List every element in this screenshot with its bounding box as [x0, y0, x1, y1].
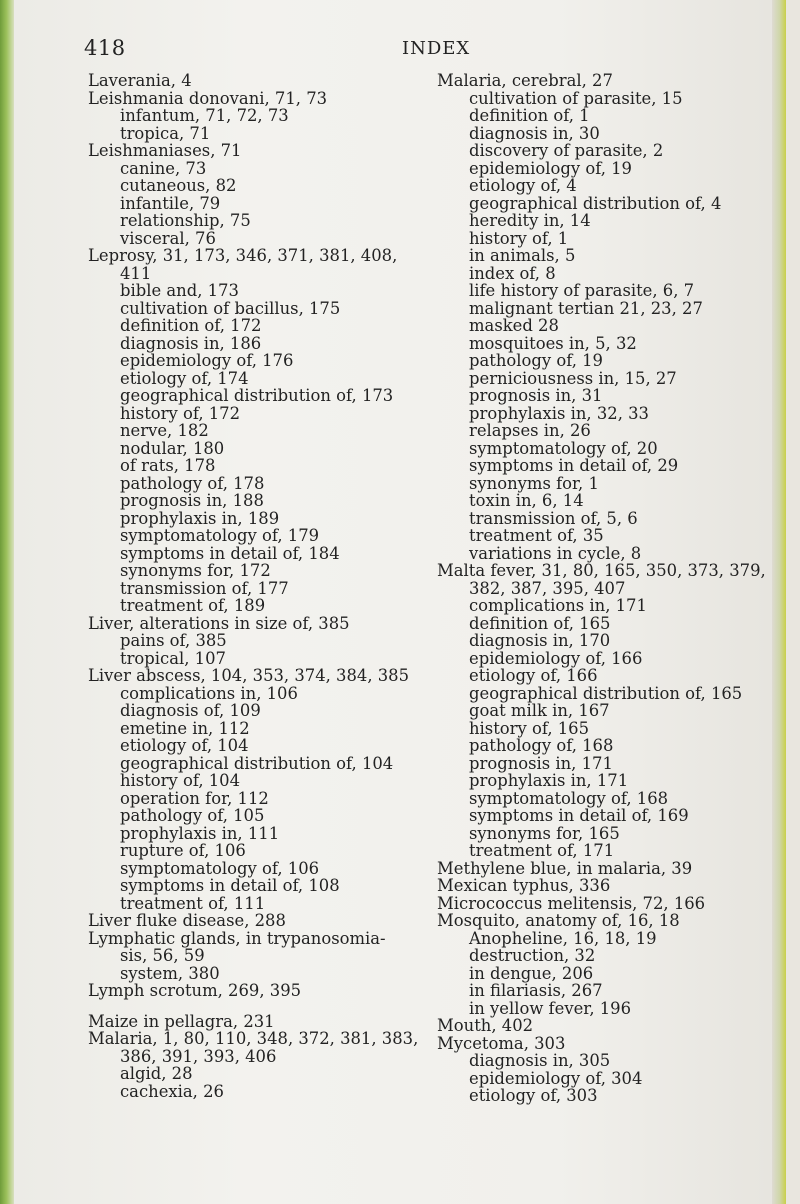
index-subentry: cultivation of parasite, 15 [469, 88, 683, 108]
index-heading-entry: Mouth, 402 [437, 1016, 534, 1035]
index-subentry: etiology of, 174 [120, 368, 249, 388]
index-subentry: transmission of, 177 [120, 578, 289, 598]
index-subentry: symptomatology of, 179 [120, 526, 320, 545]
index-heading-entry: Liver, alterations in size of, 385 [88, 613, 350, 633]
index-heading-entry: Maize in pellagra, 231 [88, 1011, 275, 1031]
index-subentry: complications in, 106 [120, 683, 298, 703]
index-subentry: pathology of, 105 [120, 806, 265, 825]
index-entry-continuation: sis, 56, 59 [120, 946, 205, 965]
index-heading-entry: Mexican typhus, 336 [437, 876, 611, 895]
index-subentry: diagnosis in, 186 [120, 333, 262, 353]
index-subentry: relationship, 75 [120, 211, 251, 230]
index-subentry: history of, 172 [120, 403, 241, 423]
index-subentry: goat milk in, 167 [469, 701, 610, 720]
index-subentry: complications in, 171 [469, 596, 647, 615]
index-subentry: etiology of, 4 [469, 176, 577, 195]
page-header [84, 36, 760, 66]
index-subentry: discovery of parasite, 2 [469, 141, 664, 160]
index-subentry: synonyms for, 172 [120, 561, 271, 580]
index-subentry: definition of, 165 [469, 613, 611, 633]
index-subentry: masked 28 [469, 316, 559, 335]
index-subentry: geographical distribution of, 173 [120, 386, 394, 405]
index-subentry: prophylaxis in, 171 [469, 771, 629, 790]
index-subentry: pathology of, 168 [469, 736, 614, 755]
index-heading-entry: Malaria, 1, 80, 110, 348, 372, 381, 383, [88, 1029, 419, 1048]
index-subentry: treatment of, 171 [469, 841, 615, 860]
index-subentry: mosquitoes in, 5, 32 [469, 333, 637, 353]
index-subentry: toxin in, 6, 14 [469, 491, 584, 510]
index-subentry: diagnosis in, 170 [469, 631, 611, 650]
index-subentry: treatment of, 35 [469, 526, 604, 545]
index-subentry: epidemiology of, 19 [469, 158, 632, 178]
index-subentry: life history of parasite, 6, 7 [469, 281, 695, 300]
index-subentry: diagnosis in, 30 [469, 123, 600, 143]
index-heading-entry: Micrococcus melitensis, 72, 166 [437, 893, 706, 913]
index-subentry: symptomatology of, 20 [469, 438, 658, 458]
index-subentry: nerve, 182 [120, 421, 209, 440]
index-heading-entry: Mosquito, anatomy of, 16, 18 [437, 911, 680, 930]
index-subentry: operation for, 112 [120, 788, 269, 808]
index-subentry: epidemiology of, 166 [469, 648, 643, 668]
index-subentry: infantile, 79 [120, 193, 221, 213]
index-heading-entry: Leishmaniases, 71 [88, 141, 242, 160]
index-heading-entry: Leprosy, 31, 173, 346, 371, 381, 408, [88, 246, 398, 265]
index-subentry: symptoms in detail of, 169 [469, 806, 689, 825]
index-subentry: symptoms in detail of, 184 [120, 543, 340, 563]
index-subentry: in filariasis, 267 [469, 981, 603, 1000]
index-subentry: destruction, 32 [469, 946, 596, 965]
index-heading-entry: Laverania, 4 [88, 71, 192, 90]
index-subentry: prognosis in, 31 [469, 386, 603, 405]
index-subentry: history of, 104 [120, 771, 241, 790]
index-heading-entry: Lymph scrotum, 269, 395 [88, 981, 302, 1000]
running-head: INDEX [402, 38, 471, 59]
index-entry-continuation: 411 [120, 263, 152, 283]
index-heading-entry: Liver fluke disease, 288 [88, 911, 286, 930]
index-subentry: symptoms in detail of, 108 [120, 876, 340, 895]
index-entry-continuation: 382, 387, 395, 407 [469, 578, 626, 598]
index-subentry: cutaneous, 82 [120, 176, 237, 195]
index-subentry: cachexia, 26 [120, 1081, 224, 1101]
index-heading-entry: Liver abscess, 104, 353, 374, 384, 385 [88, 666, 410, 685]
index-subentry: epidemiology of, 176 [120, 351, 294, 370]
index-subentry: index of, 8 [469, 263, 556, 283]
index-subentry: definition of, 1 [469, 106, 590, 125]
index-subentry: variations in cycle, 8 [469, 543, 642, 563]
index-subentry: pathology of, 178 [120, 473, 265, 493]
index-column-right [437, 72, 787, 1105]
index-subentry: treatment of, 189 [120, 596, 266, 615]
index-subentry: emetine in, 112 [120, 718, 250, 738]
index-subentry: in dengue, 206 [469, 963, 594, 983]
index-subentry: canine, 73 [120, 158, 207, 178]
index-subentry: symptomatology of, 106 [120, 858, 320, 878]
index-subentry: prophylaxis in, 32, 33 [469, 403, 649, 423]
index-subentry: etiology of, 104 [120, 736, 249, 755]
index-subentry: history of, 1 [469, 228, 569, 248]
index-subentry: treatment of, 111 [120, 893, 266, 913]
index-subentry: pathology of, 19 [469, 351, 603, 370]
index-subentry: rupture of, 106 [120, 841, 246, 860]
index-subentry: history of, 165 [469, 718, 590, 738]
index-subentry: prophylaxis in, 189 [120, 508, 280, 528]
index-heading-entry: Malaria, cerebral, 27 [437, 71, 613, 90]
index-subentry: tropical, 107 [120, 648, 226, 668]
index-subentry: tropica, 71 [120, 123, 211, 143]
index-heading-entry: Lymphatic glands, in trypanosomia- [88, 928, 386, 948]
index-subentry: transmission of, 5, 6 [469, 508, 638, 528]
index-subentry: prognosis in, 171 [469, 753, 613, 773]
index-subentry: pains of, 385 [120, 631, 227, 650]
index-subentry: diagnosis of, 109 [120, 701, 261, 720]
index-subentry: in yellow fever, 196 [469, 998, 632, 1018]
index-entry-continuation: 386, 391, 393, 406 [120, 1046, 277, 1066]
index-subentry: synonyms for, 1 [469, 473, 599, 493]
index-subentry: in animals, 5 [469, 246, 576, 265]
index-subentry: symptomatology of, 168 [469, 788, 669, 808]
index-subentry: diagnosis in, 305 [469, 1051, 611, 1070]
index-subentry: nodular, 180 [120, 438, 225, 458]
page-number: 418 [84, 36, 126, 60]
index-subentry: relapses in, 26 [469, 421, 591, 440]
index-subentry: malignant tertian 21, 23, 27 [469, 298, 703, 318]
letter-section-gap [88, 1000, 428, 1013]
index-subentry: definition of, 172 [120, 316, 262, 335]
index-heading-entry: Methylene blue, in malaria, 39 [437, 858, 693, 878]
index-subentry: visceral, 76 [120, 228, 216, 248]
index-heading-entry: Malta fever, 31, 80, 165, 350, 373, 379, [437, 561, 766, 580]
index-subentry: geographical distribution of, 4 [469, 193, 722, 213]
index-subentry: epidemiology of, 304 [469, 1068, 643, 1088]
index-subentry: prognosis in, 188 [120, 491, 264, 510]
index-subentry: prophylaxis in, 111 [120, 823, 280, 843]
index-subentry: of rats, 178 [120, 456, 216, 475]
index-column-left [88, 72, 428, 1100]
index-heading-entry: Leishmania donovani, 71, 73 [88, 88, 328, 108]
index-subentry: heredity in, 14 [469, 211, 591, 230]
index-subentry: bible and, 173 [120, 281, 239, 300]
index-subentry: synonyms for, 165 [469, 823, 620, 843]
index-subentry: infantum, 71, 72, 73 [120, 106, 289, 125]
index-subentry: etiology of, 303 [469, 1086, 598, 1105]
index-subentry: Anopheline, 16, 18, 19 [469, 928, 657, 948]
index-subentry: cultivation of bacillus, 175 [120, 298, 341, 318]
index-subentry: perniciousness in, 15, 27 [469, 368, 677, 388]
index-subentry: etiology of, 166 [469, 666, 598, 685]
index-heading-entry: Mycetoma, 303 [437, 1033, 566, 1053]
index-subentry: algid, 28 [120, 1064, 193, 1083]
index-subentry: system, 380 [120, 963, 220, 983]
index-subentry: geographical distribution of, 104 [120, 753, 394, 773]
index-subentry: symptoms in detail of, 29 [469, 456, 679, 475]
index-subentry: geographical distribution of, 165 [469, 683, 743, 703]
